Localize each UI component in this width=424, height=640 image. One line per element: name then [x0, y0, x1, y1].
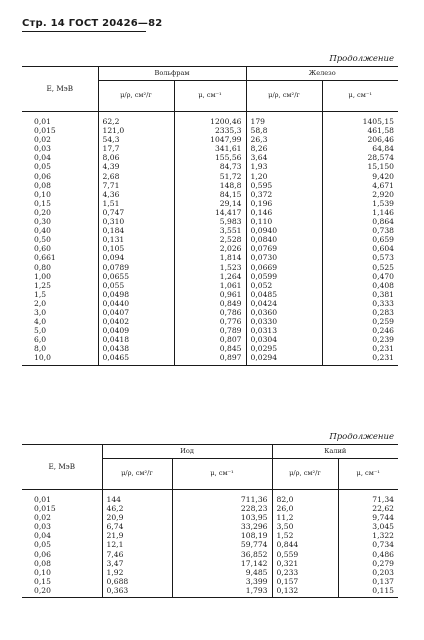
energy-cell: 0,30 — [34, 217, 51, 227]
linear-attenuation-cell: 0,573 — [322, 253, 398, 262]
mass-attenuation-cell: 3,64 — [246, 153, 322, 162]
mass-attenuation-cell: 0,688 — [102, 577, 172, 586]
energy-cell: 3,0 — [34, 307, 47, 317]
linear-attenuation-cell: 28,574 — [322, 153, 398, 162]
energy-cell: 0,04 — [34, 531, 51, 541]
subheader-mass-attenuation: μ/ρ, см²/г — [102, 459, 172, 490]
linear-attenuation-cell: 0,259 — [322, 317, 398, 326]
mass-attenuation-cell: 0,0485 — [246, 290, 322, 299]
table-row — [22, 235, 398, 244]
linear-attenuation-cell: 71,34 — [338, 490, 398, 505]
mass-attenuation-cell: 0,052 — [246, 281, 322, 290]
mass-attenuation-cell: 179 — [246, 112, 322, 127]
mass-attenuation-cell: 0,146 — [246, 208, 322, 217]
table-row — [22, 335, 398, 344]
table-row — [22, 531, 398, 540]
energy-cell: 0,03 — [34, 522, 51, 532]
table-row — [22, 253, 398, 262]
energy-cell: 0,04 — [34, 153, 51, 163]
energy-cell: 2,0 — [34, 298, 47, 308]
table-row — [22, 226, 398, 235]
linear-attenuation-cell: 15,150 — [322, 162, 398, 171]
linear-attenuation-cell: 341,61 — [174, 144, 246, 153]
table-row — [22, 490, 398, 505]
energy-cell: 6,0 — [34, 335, 47, 345]
mass-attenuation-cell: 12,1 — [102, 540, 172, 549]
linear-attenuation-cell: 3,045 — [338, 522, 398, 531]
table-row — [22, 513, 398, 522]
linear-attenuation-cell: 206,46 — [322, 135, 398, 144]
linear-attenuation-cell: 1,539 — [322, 199, 398, 208]
linear-attenuation-cell: 2,026 — [174, 244, 246, 253]
table-row — [22, 559, 398, 568]
continuation-label-1: Продолжение — [329, 54, 394, 64]
mass-attenuation-cell: 121,0 — [98, 126, 174, 135]
table-row — [22, 550, 398, 559]
energy-cell: 0,60 — [34, 244, 51, 254]
mass-attenuation-cell: 54,3 — [98, 135, 174, 144]
energy-cell: 0,06 — [34, 549, 51, 559]
energy-cell: 0,08 — [34, 180, 51, 190]
mass-attenuation-cell: 0,0360 — [246, 308, 322, 317]
mass-attenuation-cell: 1,52 — [272, 531, 338, 540]
energy-cell: 0,05 — [34, 162, 51, 172]
subheader-mass-attenuation: μ/ρ, см²/г — [272, 459, 338, 490]
mass-attenuation-cell: 0,844 — [272, 540, 338, 549]
mass-attenuation-cell: 0,132 — [272, 586, 338, 598]
linear-attenuation-cell: 2,528 — [174, 235, 246, 244]
energy-cell: 0,03 — [34, 144, 51, 154]
table-row — [22, 208, 398, 217]
linear-attenuation-cell: 2,920 — [322, 190, 398, 199]
group-header-tungsten: Вольфрам — [98, 67, 246, 81]
table-row — [22, 153, 398, 162]
mass-attenuation-cell: 0,0498 — [98, 290, 174, 299]
energy-column-header: E, МэВ — [22, 445, 102, 490]
mass-attenuation-cell: 0,0655 — [98, 272, 174, 281]
linear-attenuation-cell: 14,417 — [174, 208, 246, 217]
mass-attenuation-cell: 0,0940 — [246, 226, 322, 235]
linear-attenuation-cell: 0,333 — [322, 299, 398, 308]
table-row — [22, 172, 398, 181]
linear-attenuation-cell: 0,776 — [174, 317, 246, 326]
linear-attenuation-cell: 1,322 — [338, 531, 398, 540]
table-row — [22, 308, 398, 317]
linear-attenuation-cell: 84,15 — [174, 190, 246, 199]
subheader-linear-attenuation: μ, см⁻¹ — [338, 459, 398, 490]
linear-attenuation-cell: 1,523 — [174, 263, 246, 272]
linear-attenuation-cell: 0,279 — [338, 559, 398, 568]
table-row — [22, 577, 398, 586]
linear-attenuation-cell: 0,408 — [322, 281, 398, 290]
table-row — [22, 190, 398, 199]
subheader-linear-attenuation: μ, см⁻¹ — [174, 81, 246, 112]
linear-attenuation-cell: 29,14 — [174, 199, 246, 208]
mass-attenuation-cell: 2,68 — [98, 172, 174, 181]
table-tungsten-iron — [22, 66, 398, 366]
linear-attenuation-cell: 36,852 — [172, 550, 272, 559]
linear-attenuation-cell: 0,486 — [338, 550, 398, 559]
mass-attenuation-cell: 0,0418 — [98, 335, 174, 344]
table-row — [22, 263, 398, 272]
linear-attenuation-cell: 0,246 — [322, 326, 398, 335]
mass-attenuation-cell: 8,26 — [246, 144, 322, 153]
linear-attenuation-cell: 0,786 — [174, 308, 246, 317]
linear-attenuation-cell: 0,864 — [322, 217, 398, 226]
mass-attenuation-cell: 0,0294 — [246, 353, 322, 365]
mass-attenuation-cell: 1,51 — [98, 199, 174, 208]
table-row — [22, 112, 398, 127]
linear-attenuation-cell: 9,485 — [172, 568, 272, 577]
subheader-linear-attenuation: μ, см⁻¹ — [322, 81, 398, 112]
linear-attenuation-cell: 0,734 — [338, 540, 398, 549]
mass-attenuation-cell: 26,3 — [246, 135, 322, 144]
mass-attenuation-cell: 3,50 — [272, 522, 338, 531]
energy-cell: 0,06 — [34, 171, 51, 181]
subheader-mass-attenuation: μ/ρ, см²/г — [246, 81, 322, 112]
mass-attenuation-cell: 0,363 — [102, 586, 172, 598]
mass-attenuation-cell: 4,39 — [98, 162, 174, 171]
table-row — [22, 144, 398, 153]
mass-attenuation-cell: 0,0730 — [246, 253, 322, 262]
linear-attenuation-cell: 711,36 — [172, 490, 272, 505]
linear-attenuation-cell: 0,381 — [322, 290, 398, 299]
linear-attenuation-cell: 0,897 — [174, 353, 246, 365]
table-row — [22, 540, 398, 549]
mass-attenuation-cell: 0,321 — [272, 559, 338, 568]
standard-number: ГОСТ 20426—82 — [68, 18, 163, 29]
energy-cell: 0,10 — [34, 567, 51, 577]
energy-cell: 0,08 — [34, 558, 51, 568]
mass-attenuation-cell: 0,0409 — [98, 326, 174, 335]
linear-attenuation-cell: 9,420 — [322, 172, 398, 181]
linear-attenuation-cell: 0,239 — [322, 335, 398, 344]
linear-attenuation-cell: 51,72 — [174, 172, 246, 181]
mass-attenuation-cell: 11,2 — [272, 513, 338, 522]
linear-attenuation-cell: 0,845 — [174, 344, 246, 353]
linear-attenuation-cell: 17,142 — [172, 559, 272, 568]
linear-attenuation-cell: 1,061 — [174, 281, 246, 290]
linear-attenuation-cell: 0,231 — [322, 344, 398, 353]
table-row — [22, 568, 398, 577]
mass-attenuation-cell: 20,9 — [102, 513, 172, 522]
linear-attenuation-cell: 0,789 — [174, 326, 246, 335]
energy-cell: 0,02 — [34, 513, 51, 523]
linear-attenuation-cell: 3,399 — [172, 577, 272, 586]
mass-attenuation-cell: 0,0840 — [246, 235, 322, 244]
linear-attenuation-cell: 0,231 — [322, 353, 398, 365]
table-row — [22, 326, 398, 335]
mass-attenuation-cell: 0,0407 — [98, 308, 174, 317]
mass-attenuation-cell: 0,0330 — [246, 317, 322, 326]
mass-attenuation-cell: 0,233 — [272, 568, 338, 577]
linear-attenuation-cell: 0,203 — [338, 568, 398, 577]
energy-cell: 0,015 — [34, 504, 56, 514]
table-row — [22, 217, 398, 226]
linear-attenuation-cell: 1,264 — [174, 272, 246, 281]
mass-attenuation-cell: 17,7 — [98, 144, 174, 153]
mass-attenuation-cell: 0,0769 — [246, 244, 322, 253]
table-row — [22, 244, 398, 253]
mass-attenuation-cell: 0,310 — [98, 217, 174, 226]
table-row — [22, 199, 398, 208]
mass-attenuation-cell: 7,71 — [98, 181, 174, 190]
mass-attenuation-cell: 0,595 — [246, 181, 322, 190]
mass-attenuation-cell: 0,196 — [246, 199, 322, 208]
mass-attenuation-cell: 1,93 — [246, 162, 322, 171]
group-header-iron: Железо — [246, 67, 398, 81]
linear-attenuation-cell: 59,774 — [172, 540, 272, 549]
page-label: Стр. 14 — [22, 18, 65, 29]
mass-attenuation-cell: 0,110 — [246, 217, 322, 226]
page-header — [22, 18, 162, 29]
mass-attenuation-cell: 0,0402 — [98, 317, 174, 326]
mass-attenuation-cell: 1,92 — [102, 568, 172, 577]
linear-attenuation-cell: 461,58 — [322, 126, 398, 135]
table-row — [22, 290, 398, 299]
table-row — [22, 353, 398, 365]
linear-attenuation-cell: 0,659 — [322, 235, 398, 244]
mass-attenuation-cell: 26,0 — [272, 504, 338, 513]
energy-cell: 0,02 — [34, 135, 51, 145]
linear-attenuation-cell: 9,744 — [338, 513, 398, 522]
table-row — [22, 272, 398, 281]
linear-attenuation-cell: 228,23 — [172, 504, 272, 513]
linear-attenuation-cell: 1,814 — [174, 253, 246, 262]
mass-attenuation-cell: 0,055 — [98, 281, 174, 290]
linear-attenuation-cell: 0,525 — [322, 263, 398, 272]
mass-attenuation-cell: 8,06 — [98, 153, 174, 162]
mass-attenuation-cell: 0,0669 — [246, 263, 322, 272]
table-row — [22, 162, 398, 171]
energy-cell: 0,15 — [34, 576, 51, 586]
energy-cell: 0,661 — [34, 253, 56, 263]
linear-attenuation-cell: 33,296 — [172, 522, 272, 531]
energy-cell: 0,01 — [34, 495, 51, 504]
mass-attenuation-cell: 0,0440 — [98, 299, 174, 308]
energy-cell: 0,20 — [22, 586, 102, 598]
linear-attenuation-cell: 0,807 — [174, 335, 246, 344]
linear-attenuation-cell: 0,961 — [174, 290, 246, 299]
energy-cell: 1,25 — [34, 280, 51, 290]
mass-attenuation-cell: 0,0599 — [246, 272, 322, 281]
energy-cell: 4,0 — [34, 317, 47, 327]
table-row — [22, 522, 398, 531]
energy-cell: 0,10 — [34, 189, 51, 199]
linear-attenuation-cell: 108,19 — [172, 531, 272, 540]
energy-cell: 5,0 — [34, 326, 47, 336]
table-row — [22, 299, 398, 308]
mass-attenuation-cell: 0,157 — [272, 577, 338, 586]
linear-attenuation-cell: 1,146 — [322, 208, 398, 217]
linear-attenuation-cell: 0,849 — [174, 299, 246, 308]
linear-attenuation-cell: 0,738 — [322, 226, 398, 235]
energy-cell: 0,05 — [34, 540, 51, 550]
energy-cell: 0,15 — [34, 198, 51, 208]
mass-attenuation-cell: 4,36 — [98, 190, 174, 199]
mass-attenuation-cell: 0,0424 — [246, 299, 322, 308]
energy-column-header: E, МэВ — [22, 67, 98, 112]
group-header-potassium: Калий — [272, 445, 398, 459]
table-row — [22, 504, 398, 513]
mass-attenuation-cell: 0,0295 — [246, 344, 322, 353]
mass-attenuation-cell: 0,131 — [98, 235, 174, 244]
mass-attenuation-cell: 0,0789 — [98, 263, 174, 272]
energy-cell: 0,50 — [34, 235, 51, 245]
linear-attenuation-cell: 148,8 — [174, 181, 246, 190]
mass-attenuation-cell: 144 — [102, 490, 172, 505]
linear-attenuation-cell: 1405,15 — [322, 112, 398, 127]
mass-attenuation-cell: 0,105 — [98, 244, 174, 253]
mass-attenuation-cell: 0,559 — [272, 550, 338, 559]
subheader-mass-attenuation: μ/ρ, см²/г — [98, 81, 174, 112]
energy-cell: 0,80 — [34, 262, 51, 272]
header-rule — [22, 31, 146, 32]
linear-attenuation-cell: 0,137 — [338, 577, 398, 586]
linear-attenuation-cell: 84,73 — [174, 162, 246, 171]
mass-attenuation-cell: 7,46 — [102, 550, 172, 559]
linear-attenuation-cell: 2335,3 — [174, 126, 246, 135]
energy-cell: 10,0 — [22, 353, 98, 365]
mass-attenuation-cell: 58,8 — [246, 126, 322, 135]
mass-attenuation-cell: 0,0313 — [246, 326, 322, 335]
linear-attenuation-cell: 0,283 — [322, 308, 398, 317]
mass-attenuation-cell: 0,0438 — [98, 344, 174, 353]
energy-cell: 0,01 — [34, 117, 51, 126]
table-row — [22, 317, 398, 326]
linear-attenuation-cell: 22,62 — [338, 504, 398, 513]
linear-attenuation-cell: 1200,46 — [174, 112, 246, 127]
energy-cell: 0,20 — [34, 207, 51, 217]
table-row — [22, 181, 398, 190]
mass-attenuation-cell: 0,0465 — [98, 353, 174, 365]
mass-attenuation-cell: 6,74 — [102, 522, 172, 531]
table-row — [22, 126, 398, 135]
mass-attenuation-cell: 62,2 — [98, 112, 174, 127]
linear-attenuation-cell: 64,84 — [322, 144, 398, 153]
mass-attenuation-cell: 0,0304 — [246, 335, 322, 344]
table-row — [22, 344, 398, 353]
linear-attenuation-cell: 4,671 — [322, 181, 398, 190]
mass-attenuation-cell: 0,372 — [246, 190, 322, 199]
table-iodine-potassium — [22, 444, 398, 598]
linear-attenuation-cell: 1047,99 — [174, 135, 246, 144]
linear-attenuation-cell: 103,95 — [172, 513, 272, 522]
energy-cell: 1,00 — [34, 271, 51, 281]
energy-cell: 0,40 — [34, 226, 51, 236]
linear-attenuation-cell: 0,115 — [338, 586, 398, 598]
linear-attenuation-cell: 0,604 — [322, 244, 398, 253]
linear-attenuation-cell: 3,551 — [174, 226, 246, 235]
mass-attenuation-cell: 46,2 — [102, 504, 172, 513]
linear-attenuation-cell: 5,983 — [174, 217, 246, 226]
linear-attenuation-cell: 0,470 — [322, 272, 398, 281]
mass-attenuation-cell: 0,184 — [98, 226, 174, 235]
table-row — [22, 586, 398, 598]
energy-cell: 8,0 — [34, 344, 47, 354]
table-row — [22, 135, 398, 144]
group-header-iodine: Иод — [102, 445, 272, 459]
mass-attenuation-cell: 82,0 — [272, 490, 338, 505]
energy-cell: 1,5 — [34, 289, 47, 299]
continuation-label-2: Продолжение — [329, 432, 394, 442]
linear-attenuation-cell: 1,793 — [172, 586, 272, 598]
mass-attenuation-cell: 0,094 — [98, 253, 174, 262]
subheader-linear-attenuation: μ, см⁻¹ — [172, 459, 272, 490]
mass-attenuation-cell: 3,47 — [102, 559, 172, 568]
mass-attenuation-cell: 21,9 — [102, 531, 172, 540]
energy-cell: 0,015 — [34, 126, 56, 136]
mass-attenuation-cell: 0,747 — [98, 208, 174, 217]
linear-attenuation-cell: 155,56 — [174, 153, 246, 162]
mass-attenuation-cell: 1,20 — [246, 172, 322, 181]
table-row — [22, 281, 398, 290]
